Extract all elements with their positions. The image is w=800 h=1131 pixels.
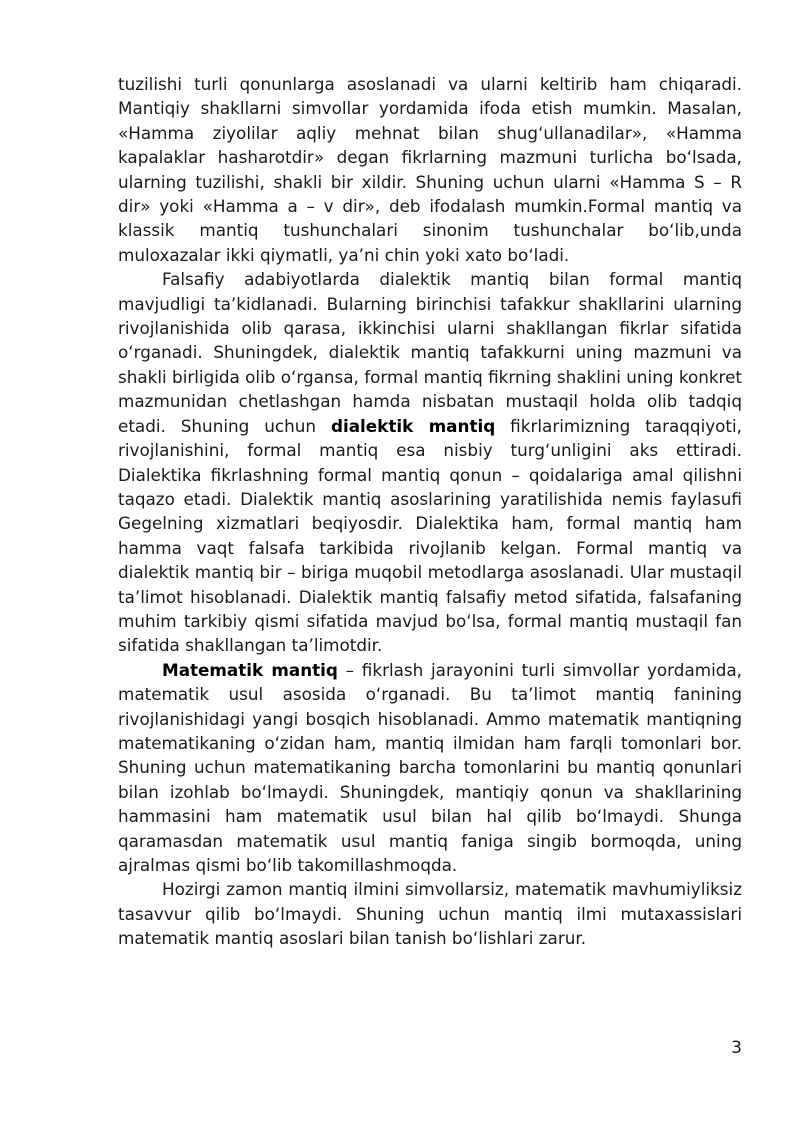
paragraph-text-before: Falsafiy adabiyotlarda dialektik mantiq bilan formal mantiq mavjudligi ta’kidlanadi. Bularning birinchisi tafakkur shakllarini ularning rivojlanishida olib qarasa, ikkinchisi ularni shakllangan fikrlar sifatida o‘rganadi. Shuningdek, dialektik mantiq tafakkurni uning mazmuni va shakli birligida olib o‘rgansa, formal mantiq fikrning shaklini uning konkret mazmunidan chetlashgan hamda nisbatan mustaqil holda olib tadqiq etadi. Shuning uchun (118, 269, 742, 436)
paragraph-text: Hozirgi zamon mantiq ilmini simvollarsiz, matematik mavhumiyliksiz tasavvur qilib bo‘lmaydi. Shuning uchun mantiq ilmi mutaxassislari matematik mantiq asoslari bilan tanish bo‘lishlari zarur. (118, 879, 742, 949)
paragraph-dialectical-logic (118, 267, 742, 658)
paragraph-text: tuzilishi turli qonunlarga asoslanadi va ularni keltirib ham chiqaradi. Mantiqiy shakllarni simvollar yordamida ifoda etish mumkin. Masalan, «Hamma ziyolilar aqliy mehnat bilan shug‘ullanadilar», «Hamma kapalaklar hasharotdir» degan fikrlarning mazmuni turlicha bo‘lsada, ularning tuzilishi, shakli bir xildir. Shuning uchun ularni «Hamma S – R dir» yoki «Hamma a – v dir», deb ifodalash mumkin.Formal mantiq va klassik mantiq tushunchalari sinonim tushunchalar bo‘lib,unda muloxazalar ikki qiymatli, ya’ni chin yoki xato bo‘ladi. (118, 74, 742, 265)
page-number: 3 (731, 1038, 742, 1058)
term-mathematical-logic: Matematik mantiq (162, 659, 338, 680)
paragraph-text-after: – fikrlash jarayonini turli simvollar yordamida, matematik usul asosida o‘rganadi. Bu ta’limot mantiq fanining rivojlanishidagi yangi bosqich hisoblanadi. Ammo matematik mantiqning matematikaning o‘zidan ham, mantiq ilmidan ham farqli tomonlari bor. Shuning uchun matematikaning barcha tomonlarini bu mantiq qonunlari bilan izohlab bo‘lmaydi. Shuningdek, mantiqiy qonun va shakllarining hammasini ham matematik usul bilan hal qilib bo‘lmaydi. Shunga qaramasdan matematik usul mantiq faniga singib bormoqda, uning ajralmas qismi bo‘lib takomillashmoqda. (118, 659, 743, 875)
paragraph-text-after: fikrlarimizning taraqqiyoti, rivojlanishini, formal mantiq esa nisbiy turg‘unligini aks ettiradi. Dialektika fikrlashning formal mantiq qonun – qoidalariga amal qilishni taqazo etadi. Dialektik mantiq asoslarining yaratilishida nemis faylasufi Gegelning xizmatlari beqiyosdir. Dialektika ham, formal mantiq ham hamma vaqt falsafa tarkibida rivojlanib kelgan. Formal mantiq va dialektik mantiq bir – biriga muqobil metodlarga asoslanadi. Ular mustaqil ta’limot hisoblanadi. Dialektik mantiq falsafiy metod sifatida, falsafaning muhim tarkibiy qismi sifatida mavjud bo‘lsa, formal mantiq mustaqil fan sifatida shakllangan ta’limotdir. (118, 415, 743, 656)
document-page (118, 72, 742, 951)
paragraph-modern-logic (118, 877, 742, 950)
term-dialectical-logic: dialektik mantiq (330, 415, 496, 436)
paragraph-formal-logic-intro (118, 72, 742, 267)
paragraph-mathematical-logic (118, 658, 742, 878)
